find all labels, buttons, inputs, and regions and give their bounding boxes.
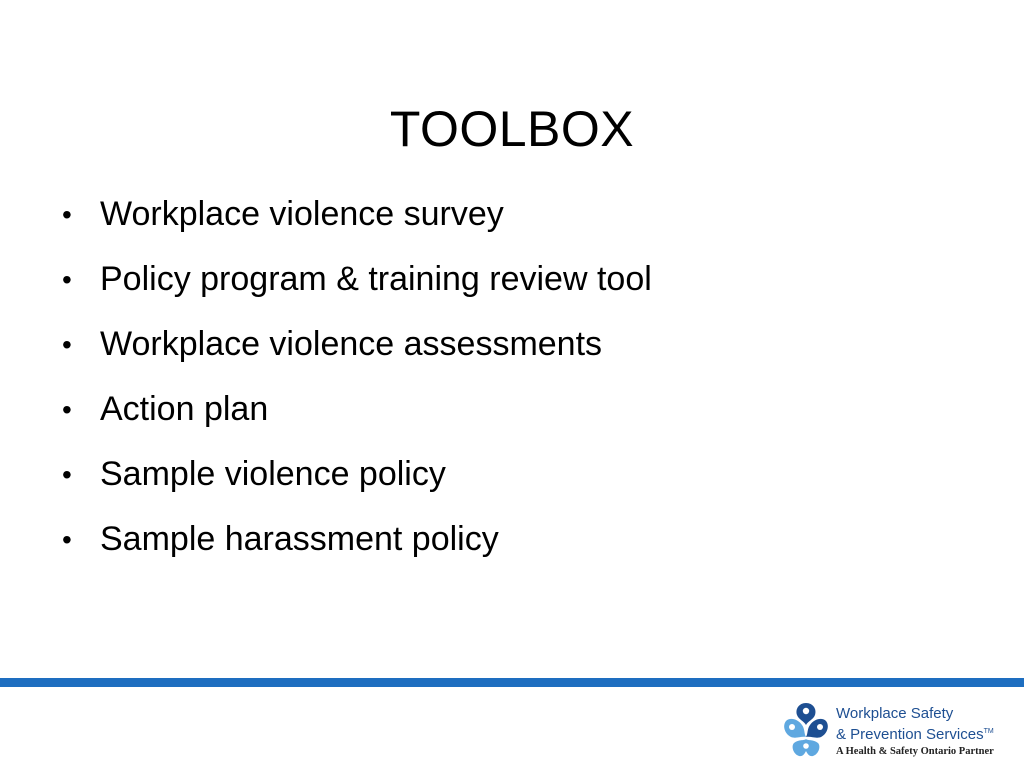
list-item: [62, 377, 652, 442]
bullet-icon: •: [62, 199, 72, 230]
bullet-icon: •: [62, 394, 72, 425]
bullet-icon: •: [62, 264, 72, 295]
slide-title: TOOLBOX: [389, 100, 635, 157]
bullet-list: [62, 182, 652, 572]
wsps-logo-icon: [780, 699, 832, 761]
footer-divider: [0, 678, 1024, 687]
list-item: [62, 507, 652, 572]
wsps-logo: [780, 699, 1012, 765]
bullet-icon: •: [62, 459, 72, 490]
trademark-mark: TM: [983, 728, 994, 735]
list-item-text: Policy program & training review tool: [100, 260, 652, 298]
list-item: [62, 182, 652, 247]
logo-name-line2: [836, 723, 1012, 744]
list-item-text: Sample harassment policy: [100, 520, 499, 558]
bullet-icon: •: [62, 329, 72, 360]
wsps-logo-text: [836, 705, 1012, 760]
logo-tagline: A Health & Safety Ontario Partner: [836, 746, 994, 757]
logo-name-line1: Workplace Safety: [836, 705, 954, 722]
list-item: [62, 442, 652, 507]
logo-name-line2-text: & Prevention Services: [836, 726, 984, 743]
bullet-icon: •: [62, 524, 72, 555]
list-item-text: Workplace violence assessments: [100, 325, 603, 363]
list-item-text: Action plan: [100, 390, 269, 428]
list-item: [62, 312, 652, 377]
list-item-text: Workplace violence survey: [100, 195, 504, 233]
list-item: [62, 247, 652, 312]
list-item-text: Sample violence policy: [100, 455, 446, 493]
